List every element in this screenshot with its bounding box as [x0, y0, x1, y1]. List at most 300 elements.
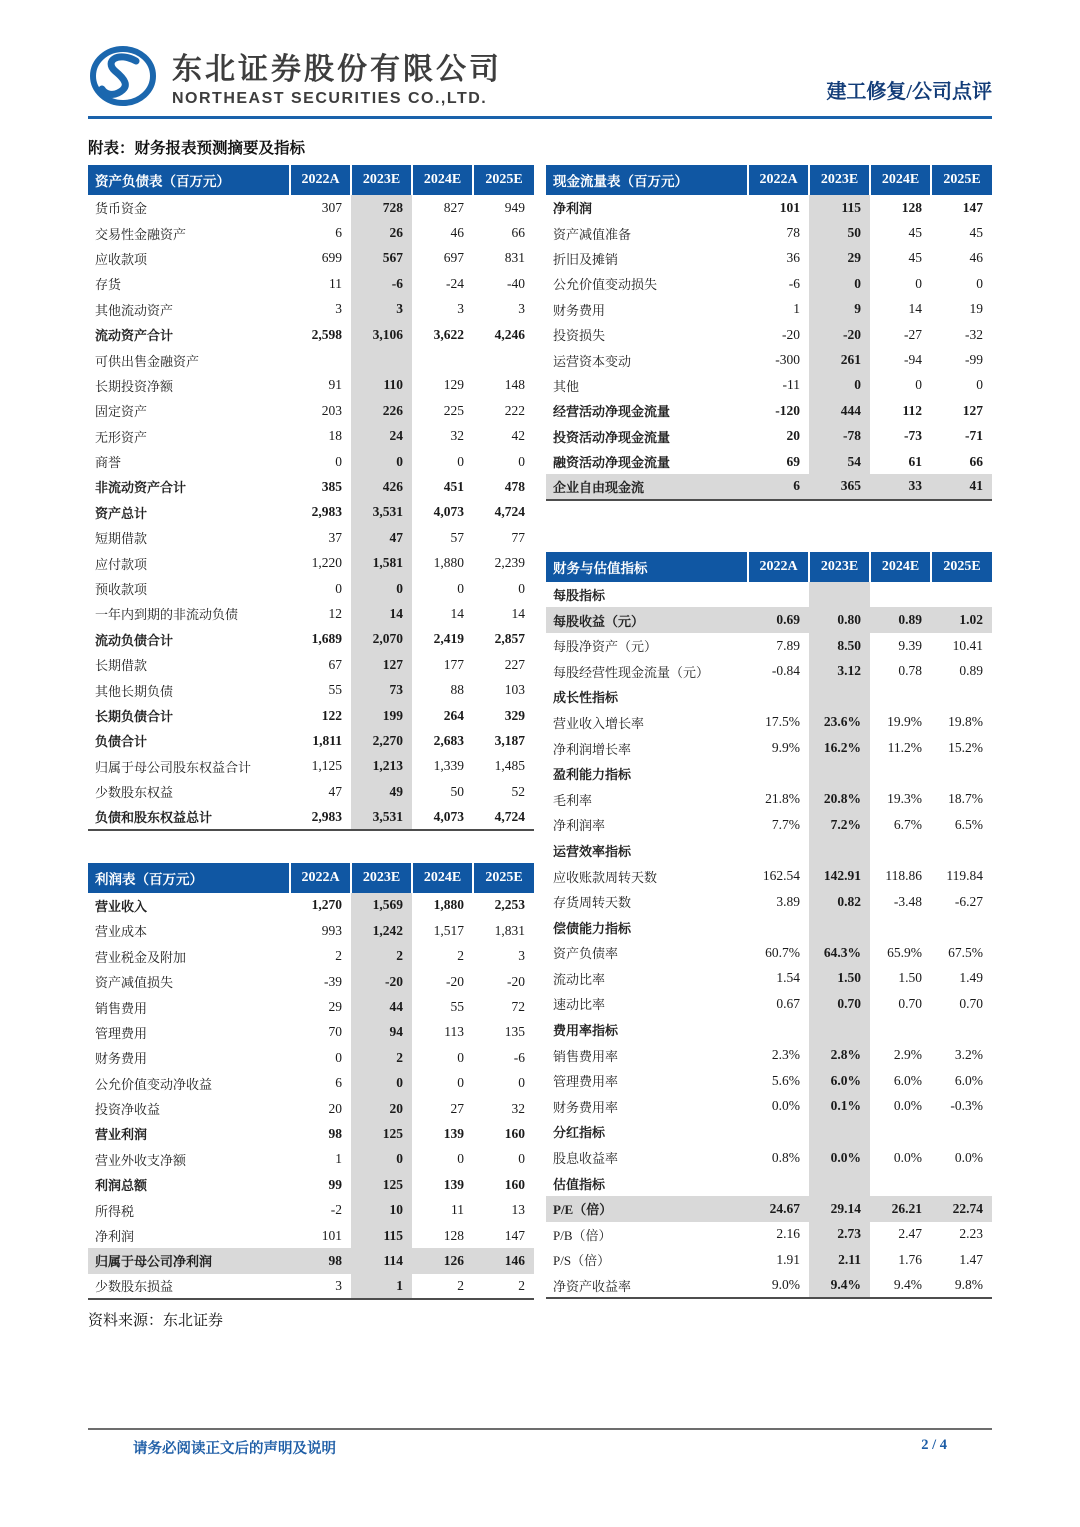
cell-value: 32 — [511, 1100, 525, 1116]
table-row — [88, 576, 534, 601]
cell-value: 222 — [504, 402, 525, 418]
table-row — [88, 728, 534, 753]
table-row — [546, 889, 992, 915]
row-label: 估值指标 — [553, 1176, 606, 1192]
cell-value — [748, 1119, 809, 1145]
table-row — [546, 398, 992, 423]
cell-value: -20 — [507, 973, 525, 989]
cell-value: -94 — [904, 352, 922, 368]
cell-value: 22.74 — [931, 1196, 992, 1222]
cell-value: 42 — [511, 428, 525, 444]
table-row — [88, 195, 534, 220]
cell-value: -78 — [809, 424, 870, 449]
cell-value: 0 — [335, 453, 342, 469]
table-header-row — [88, 165, 534, 195]
cell-value: 61 — [908, 453, 922, 469]
cell-value: 47 — [351, 525, 412, 550]
cell-value: 128 — [443, 1227, 464, 1243]
column-header: 2024E — [412, 863, 473, 893]
cell-value: 3 — [518, 301, 525, 317]
row-label: 财务费用率 — [553, 1099, 619, 1115]
cell-value: 227 — [504, 656, 525, 672]
row-label: 资产减值损失 — [95, 975, 174, 991]
cell-value: 66 — [969, 453, 983, 469]
cell-value: 19.9% — [887, 714, 922, 730]
cell-value: 9.39 — [898, 637, 922, 653]
cell-value — [870, 838, 931, 864]
cell-value: 115 — [351, 1223, 412, 1248]
row-label: 预收款项 — [95, 582, 148, 598]
cell-value: 1.54 — [776, 970, 800, 986]
row-label: 一年内到期的非流动负债 — [95, 607, 239, 623]
row-label: 每股净资产（元） — [553, 639, 658, 655]
row-label: 流动负债合计 — [95, 632, 174, 648]
cell-value: 2.23 — [959, 1226, 983, 1242]
table-header-row — [88, 863, 534, 893]
cell-value: 54 — [809, 449, 870, 474]
table-row — [88, 449, 534, 474]
cell-value: 19.8% — [948, 714, 983, 730]
row-label: 管理费用 — [95, 1025, 148, 1041]
row-label: 营业外收支净额 — [95, 1152, 187, 1168]
cell-value: 0 — [457, 1049, 464, 1065]
cell-value — [931, 1170, 992, 1196]
table-row — [88, 220, 534, 245]
cell-value: 29.14 — [809, 1196, 870, 1222]
table-row — [88, 677, 534, 702]
cell-value: 10.41 — [952, 637, 983, 653]
cell-value: 126 — [412, 1248, 473, 1273]
cell-value: 9.4% — [809, 1273, 870, 1299]
cell-value: 3,106 — [351, 322, 412, 347]
row-label: 应收款项 — [95, 251, 148, 267]
row-label: 速动比率 — [553, 997, 606, 1013]
cell-value: 127 — [351, 652, 412, 677]
page-number: 2 / 4 — [921, 1437, 947, 1453]
row-label: 成长性指标 — [553, 690, 619, 706]
column-header: 2025E — [931, 552, 992, 582]
cell-value: 4,724 — [494, 504, 525, 520]
table-title: 现金流量表（百万元） — [546, 165, 748, 195]
table-row — [88, 754, 534, 779]
cell-value: 1,485 — [494, 758, 525, 774]
cell-value: 3 — [335, 301, 342, 317]
row-label: P/B（倍） — [553, 1227, 612, 1243]
table-title: 利润表（百万元） — [88, 863, 290, 893]
cell-value: 2 — [518, 1277, 525, 1293]
cell-value — [473, 347, 534, 372]
cell-value: 18 — [328, 428, 342, 444]
cell-value: 4,073 — [433, 808, 464, 824]
cell-value: 6.5% — [954, 816, 983, 832]
cell-value: 70 — [328, 1024, 342, 1040]
cell-value: 0 — [809, 271, 870, 296]
cell-value: 0 — [976, 377, 983, 393]
table-title: 财务与估值指标 — [546, 552, 748, 582]
row-label: 商誉 — [95, 455, 122, 471]
source-note: 资料来源：东北证券 — [88, 1313, 224, 1330]
row-label: 非流动资产合计 — [95, 480, 187, 496]
row-label: 管理费用率 — [553, 1074, 619, 1090]
cell-value: -6.27 — [954, 893, 983, 909]
cell-value: 36 — [786, 250, 800, 266]
cell-value: 3 — [518, 948, 525, 964]
cell-value: 1.50 — [898, 970, 922, 986]
cell-value: 567 — [351, 246, 412, 271]
cell-value: 0 — [518, 580, 525, 596]
cell-value: 125 — [351, 1121, 412, 1146]
cell-value: 1,242 — [351, 918, 412, 943]
column-header: 2023E — [351, 165, 412, 195]
cell-value: 0.69 — [748, 607, 809, 633]
company-name-cn: 东北证券股份有限公司 — [172, 53, 502, 86]
cell-value: 0.0% — [809, 1145, 870, 1171]
row-label: 净利润率 — [553, 818, 606, 834]
row-label: 归属于母公司股东权益合计 — [95, 759, 252, 775]
footer-disclaimer: 请务必阅读正文后的声明及说明 — [133, 1441, 336, 1457]
cell-value: 697 — [443, 250, 464, 266]
cell-value — [290, 347, 351, 372]
cell-value — [870, 914, 931, 940]
cell-value: 50 — [809, 220, 870, 245]
cell-value: 57 — [450, 529, 464, 545]
cell-value: 0 — [351, 449, 412, 474]
cell-value: 6 — [335, 1075, 342, 1091]
row-label: 企业自由现金流 — [546, 474, 748, 499]
row-label: 营业利润 — [95, 1127, 148, 1143]
cell-value: 11 — [329, 275, 342, 291]
cell-value — [809, 761, 870, 787]
table-row — [88, 703, 534, 728]
cell-value: 451 — [443, 478, 464, 494]
cell-value: 91 — [328, 377, 342, 393]
cell-value: 6 — [748, 474, 809, 499]
cell-value: 112 — [902, 402, 922, 418]
cell-value: 1,220 — [311, 555, 342, 571]
cell-value: 67 — [328, 656, 342, 672]
table-row — [88, 1197, 534, 1222]
income-statement-table — [88, 863, 534, 1300]
cell-value: 2,598 — [311, 326, 342, 342]
cell-value: 3.2% — [954, 1047, 983, 1063]
cell-value: 0.89 — [959, 663, 983, 679]
page-header — [88, 0, 992, 119]
row-label: 存货周转天数 — [553, 895, 632, 911]
cell-value: 0.80 — [809, 607, 870, 633]
cell-value: 27 — [450, 1100, 464, 1116]
row-label: 投资净收益 — [95, 1102, 161, 1118]
cell-value: 0 — [351, 1147, 412, 1172]
table-row — [546, 424, 992, 449]
column-header: 2023E — [809, 552, 870, 582]
cell-value: 225 — [443, 402, 464, 418]
cell-value: 12 — [328, 605, 342, 621]
table-row — [88, 1096, 534, 1121]
cell-value: 94 — [351, 1020, 412, 1045]
right-column — [546, 165, 992, 1330]
cell-value: 0 — [809, 373, 870, 398]
report-category-tag: 建工修复/公司点评 — [826, 81, 992, 103]
cell-value: 1 — [351, 1274, 412, 1299]
cell-value: 99 — [328, 1176, 342, 1192]
row-label: 可供出售金融资产 — [95, 353, 200, 369]
table-row — [546, 322, 992, 347]
cell-value: 0 — [915, 275, 922, 291]
cell-value: 26.21 — [870, 1196, 931, 1222]
table-row — [546, 246, 992, 271]
cell-value: 19.3% — [887, 791, 922, 807]
company-brand — [88, 44, 502, 108]
cell-value: 49 — [351, 779, 412, 804]
table-row — [546, 1170, 992, 1196]
cell-value — [931, 684, 992, 710]
cell-value: 26 — [351, 220, 412, 245]
company-logo-icon — [88, 45, 158, 107]
cell-value: 1.49 — [959, 970, 983, 986]
cell-value: 2 — [351, 1045, 412, 1070]
cell-value: 2,070 — [351, 627, 412, 652]
cell-value — [870, 1170, 931, 1196]
cell-value: 114 — [351, 1248, 412, 1273]
cell-value: 0 — [457, 1151, 464, 1167]
cell-value: 20 — [351, 1096, 412, 1121]
cell-value: 2.9% — [893, 1047, 922, 1063]
table-row — [546, 1222, 992, 1248]
row-label: P/S（倍） — [553, 1253, 611, 1269]
row-label: 负债合计 — [95, 734, 148, 750]
cell-value: 13 — [511, 1202, 525, 1218]
cell-value: 37 — [328, 529, 342, 545]
cell-value: 1,517 — [433, 922, 464, 938]
row-label: 净利润 — [553, 201, 593, 217]
cell-value: 1,880 — [433, 897, 464, 913]
company-name-en: NORTHEAST SECURITIES CO.,LTD. — [172, 90, 488, 107]
cell-value: 29 — [328, 999, 342, 1015]
table-row — [546, 1273, 992, 1299]
table-row — [88, 1274, 534, 1299]
cell-value: 69 — [786, 453, 800, 469]
cell-value — [931, 761, 992, 787]
cell-value: 6 — [335, 225, 342, 241]
cell-value: 3 — [457, 301, 464, 317]
table-row — [88, 893, 534, 918]
column-header: 2022A — [290, 165, 351, 195]
row-label: 费用率指标 — [553, 1023, 619, 1039]
row-label: 资产负债率 — [553, 946, 619, 962]
cell-value: -120 — [775, 402, 800, 418]
row-label: 短期借款 — [95, 531, 148, 547]
cell-value: 18.7% — [948, 791, 983, 807]
cell-value: 44 — [351, 994, 412, 1019]
cell-value: 2.73 — [809, 1222, 870, 1248]
balance-sheet-table — [88, 165, 534, 831]
cell-value — [931, 1119, 992, 1145]
column-header: 2023E — [809, 165, 870, 195]
cell-value: 2 — [457, 948, 464, 964]
cell-value: 16.2% — [809, 735, 870, 761]
cell-value: -71 — [965, 428, 983, 444]
table-row — [546, 761, 992, 787]
cell-value: 4,073 — [433, 504, 464, 520]
cell-value: 2.3% — [771, 1047, 800, 1063]
row-label: 投资活动净现金流量 — [553, 429, 671, 445]
cell-value: 119.84 — [946, 868, 983, 884]
cell-value: 103 — [504, 682, 525, 698]
row-label: 应付款项 — [95, 556, 148, 572]
cell-value: 15.2% — [948, 740, 983, 756]
row-label: 运营资本变动 — [553, 353, 632, 369]
row-label: 销售费用率 — [553, 1048, 619, 1064]
row-label: 所得税 — [95, 1203, 135, 1219]
table-row — [546, 914, 992, 940]
row-label: 长期投资净额 — [95, 378, 174, 394]
cell-value — [931, 914, 992, 940]
row-label: 少数股东权益 — [95, 785, 174, 801]
cell-value: 2.47 — [898, 1226, 922, 1242]
table-row — [88, 271, 534, 296]
cell-value: 2,983 — [311, 504, 342, 520]
cell-value: 2.16 — [776, 1226, 800, 1242]
cell-value: -3.48 — [893, 893, 922, 909]
table-title: 资产负债表（百万元） — [88, 165, 290, 195]
table-row — [88, 994, 534, 1019]
cell-value: 139 — [443, 1176, 464, 1192]
table-row — [88, 246, 534, 271]
table-row — [546, 735, 992, 761]
table-row — [88, 601, 534, 626]
tables-layout — [88, 165, 992, 1330]
cell-value: 3,531 — [351, 804, 412, 829]
cell-value — [931, 1017, 992, 1043]
cell-value: 55 — [450, 999, 464, 1015]
cell-value — [748, 582, 809, 608]
cell-value: -39 — [324, 973, 342, 989]
cell-value: 33 — [870, 474, 931, 499]
table-row — [88, 1172, 534, 1197]
table-row — [88, 1045, 534, 1070]
row-label: 无形资产 — [95, 429, 148, 445]
column-header: 2025E — [473, 165, 534, 195]
cell-value: 29 — [809, 246, 870, 271]
cell-value: -20 — [809, 322, 870, 347]
cash-flow-table — [546, 165, 992, 501]
cell-value — [870, 761, 931, 787]
row-label: 货币资金 — [95, 201, 148, 217]
cell-value: 699 — [321, 250, 342, 266]
row-label: 每股收益（元） — [546, 607, 748, 633]
row-label: 分红指标 — [553, 1125, 606, 1141]
cell-value: 3 — [335, 1277, 342, 1293]
table-row — [546, 220, 992, 245]
cell-value: 0 — [518, 1075, 525, 1091]
cell-value: 23.6% — [809, 710, 870, 736]
table-row — [546, 812, 992, 838]
cell-value: 3,187 — [494, 732, 525, 748]
cell-value: -24 — [446, 275, 464, 291]
column-header: 2024E — [412, 165, 473, 195]
table-row — [546, 633, 992, 659]
row-label: 存货 — [95, 277, 122, 293]
cell-value — [748, 761, 809, 787]
cell-value: 64.3% — [809, 940, 870, 966]
row-label: 应收账款周转天数 — [553, 869, 658, 885]
table-row — [546, 684, 992, 710]
table-row — [88, 474, 534, 499]
cell-value: 0 — [976, 275, 983, 291]
cell-value: 9.9% — [771, 740, 800, 756]
cell-value — [748, 1017, 809, 1043]
cell-value: 3.89 — [776, 893, 800, 909]
cell-value: 199 — [351, 703, 412, 728]
cell-value: -20 — [351, 969, 412, 994]
table-row — [546, 1042, 992, 1068]
cell-value: 78 — [786, 225, 800, 241]
row-label: 营业税金及附加 — [95, 949, 187, 965]
cell-value — [809, 684, 870, 710]
cell-value: 14 — [450, 605, 464, 621]
table-row — [546, 1017, 992, 1043]
cell-value: 6.0% — [954, 1072, 983, 1088]
table-row — [546, 195, 992, 220]
column-header: 2022A — [748, 165, 809, 195]
table-row — [546, 863, 992, 889]
cell-value: -40 — [507, 275, 525, 291]
table-row — [88, 322, 534, 347]
table-row — [88, 347, 534, 372]
cell-value — [748, 914, 809, 940]
cell-value: 0.0% — [893, 1149, 922, 1165]
cell-value: 1,689 — [311, 631, 342, 647]
cell-value: 0.70 — [809, 991, 870, 1017]
cell-value: 2.11 — [809, 1247, 870, 1273]
table-row — [546, 710, 992, 736]
cell-value: 2,419 — [433, 631, 464, 647]
table-row — [88, 398, 534, 423]
row-label: 交易性金融资产 — [95, 226, 187, 242]
column-header: 2023E — [351, 863, 412, 893]
cell-value: 3,622 — [433, 326, 464, 342]
cell-value: 3 — [351, 297, 412, 322]
cell-value — [931, 582, 992, 608]
cell-value: 444 — [809, 398, 870, 423]
table-row — [88, 652, 534, 677]
cell-value: 1,811 — [312, 732, 342, 748]
cell-value: 1,581 — [351, 550, 412, 575]
table-row — [88, 1248, 534, 1273]
row-label: 财务费用 — [95, 1051, 148, 1067]
cell-value: 831 — [504, 250, 525, 266]
table-row — [546, 347, 992, 372]
cell-value: 2,270 — [351, 728, 412, 753]
row-label: 营业收入增长率 — [553, 715, 645, 731]
cell-value: 365 — [809, 474, 870, 499]
table-row — [546, 1247, 992, 1273]
row-label: 长期负债合计 — [95, 709, 174, 724]
cell-value: 122 — [321, 707, 342, 723]
table-row — [546, 658, 992, 684]
cell-value: 127 — [962, 402, 983, 418]
cell-value: 66 — [511, 225, 525, 241]
row-label: 销售费用 — [95, 1000, 148, 1016]
row-label: 毛利率 — [553, 792, 593, 808]
cell-value — [748, 684, 809, 710]
column-header: 2022A — [748, 552, 809, 582]
cell-value: 6.7% — [893, 816, 922, 832]
table-row — [546, 297, 992, 322]
row-label: 净资产收益率 — [553, 1278, 632, 1294]
cell-value: 1,831 — [494, 922, 525, 938]
cell-value: 8.50 — [809, 633, 870, 659]
